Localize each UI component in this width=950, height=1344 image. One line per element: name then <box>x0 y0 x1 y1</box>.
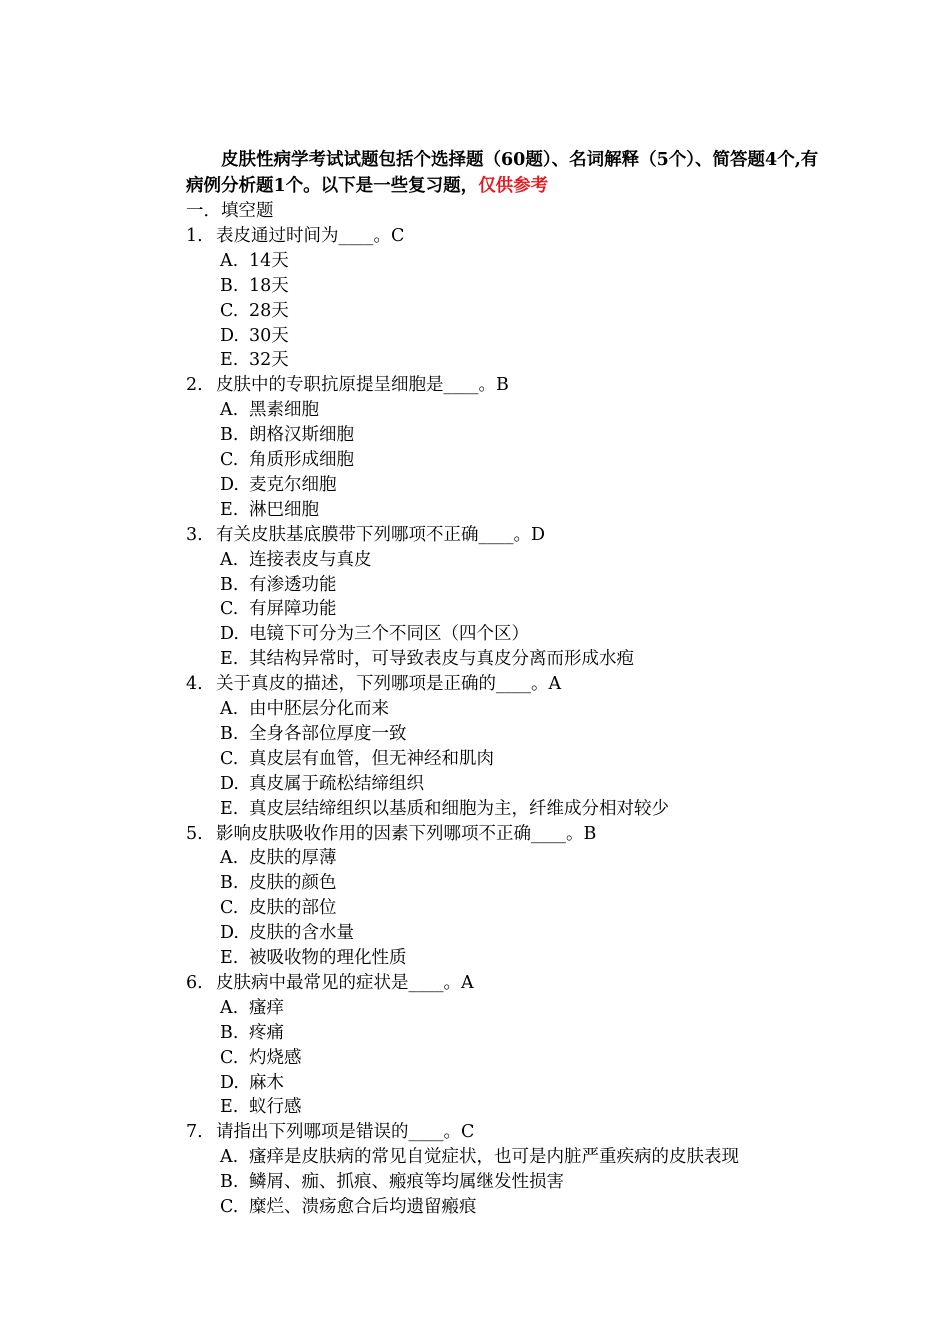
option-text: 淋巴细胞 <box>249 499 319 520</box>
option-letter: E. <box>220 649 239 670</box>
option-text: 18天 <box>249 275 289 296</box>
option-text: 全身各部位厚度一致 <box>249 723 407 744</box>
option-letter: E. <box>220 499 239 520</box>
option-letter: B. <box>220 723 239 744</box>
option-letter: C. <box>220 1047 239 1068</box>
option-letter: C. <box>220 450 239 470</box>
option-letter: E. <box>220 948 239 968</box>
option-letter: B. <box>220 1172 239 1193</box>
option-text: 蚁行感 <box>249 1097 302 1118</box>
option-text: 14天 <box>249 250 289 271</box>
option-text: 真皮层结缔组织以基质和细胞为主，纤维成分相对较少 <box>249 798 669 819</box>
option-letter: E. <box>220 350 239 371</box>
question-text: 请指出下列哪项是错误的____。C <box>216 1122 475 1143</box>
option-text: 皮肤的含水量 <box>249 923 354 944</box>
intro-paragraph <box>186 147 826 199</box>
option-text: 疼痛 <box>249 1022 284 1043</box>
option-letter: D. <box>220 1072 239 1093</box>
option-letter: D. <box>220 773 239 794</box>
option-text: 鳞屑、痂、抓痕、瘢痕等均属继发性损害 <box>249 1172 564 1193</box>
option-letter: A. <box>220 400 239 421</box>
option-text: 电镜下可分为三个不同区（四个区） <box>249 624 529 645</box>
option-text: 皮肤的厚薄 <box>249 848 337 869</box>
question-text: 关于真皮的描述，下列哪项是正确的____。A <box>216 674 562 695</box>
option-letter: E. <box>220 798 239 819</box>
option-letter: D. <box>220 474 239 495</box>
question-text: 影响皮肤吸收作用的因素下列哪项不正确____。B <box>216 823 597 844</box>
option-text: 被吸收物的理化性质 <box>249 948 407 968</box>
option-text: 32天 <box>249 350 289 371</box>
option-text: 有渗透功能 <box>249 574 337 595</box>
option-letter: B. <box>220 1022 239 1043</box>
intro-highlight: 仅供参考 <box>478 176 549 196</box>
question-text: 皮肤中的专职抗原提呈细胞是____。B <box>216 375 509 396</box>
question-text: 有关皮肤基底膜带下列哪项不正确____。D <box>216 524 546 545</box>
option-letter: A. <box>220 997 239 1018</box>
option-text: 28天 <box>249 300 289 321</box>
option-text: 真皮属于疏松结缔组织 <box>249 773 424 794</box>
question-number: 1. <box>186 225 203 246</box>
option-letter: E. <box>220 1097 239 1118</box>
option-text: 其结构异常时，可导致表皮与真皮分离而形成水疱 <box>249 649 634 670</box>
question-text: 皮肤病中最常见的症状是____。A <box>216 972 474 993</box>
option-text: 30天 <box>249 325 289 346</box>
option-letter: B. <box>220 425 239 446</box>
option-letter: C. <box>220 748 239 769</box>
option-text: 麻木 <box>249 1072 284 1093</box>
option-letter: C. <box>220 599 239 620</box>
option-text: 皮肤的颜色 <box>249 873 337 894</box>
option-text: 灼烧感 <box>249 1047 302 1068</box>
option-text: 有屏障功能 <box>249 599 337 620</box>
option-letter: A. <box>220 848 239 869</box>
option-letter: B. <box>220 873 239 894</box>
option-letter: D. <box>220 923 239 944</box>
option-letter: C. <box>220 300 239 321</box>
question-number: 2. <box>186 375 203 396</box>
question-number: 7. <box>186 1122 203 1143</box>
option-text: 真皮层有血管，但无神经和肌肉 <box>249 748 494 769</box>
option-text: 皮肤的部位 <box>249 898 337 919</box>
option-letter: D. <box>220 624 239 645</box>
option-letter: A. <box>220 699 239 719</box>
option-letter: A. <box>220 1147 239 1168</box>
option-letter: D. <box>220 325 239 346</box>
option-text: 黑素细胞 <box>249 400 319 421</box>
option-text: 糜烂、溃疡愈合后均遗留瘢痕 <box>249 1197 477 1217</box>
option-text: 朗格汉斯细胞 <box>249 425 354 446</box>
intro-text: 皮肤性病学考试试题包括个选择题（60题）、名词解释（5个）、简答题4个,有病例分析题1个。以下是一些复习题， <box>186 150 819 196</box>
question-number: 3. <box>186 524 203 545</box>
option-letter: B. <box>220 574 239 595</box>
section-title: 一．填空题 <box>186 201 274 221</box>
option-letter: A. <box>220 549 239 570</box>
option-text: 角质形成细胞 <box>249 450 354 470</box>
option-text: 麦克尔细胞 <box>249 474 337 495</box>
option-text: 瘙痒 <box>249 997 284 1018</box>
option-letter: A. <box>220 250 239 271</box>
option-letter: C. <box>220 898 239 919</box>
option-text: 瘙痒是皮肤病的常见自觉症状，也可是内脏严重疾病的皮肤表现 <box>249 1147 739 1168</box>
question-number: 5. <box>186 823 203 844</box>
question-number: 6. <box>186 972 203 993</box>
option-letter: B. <box>220 275 239 296</box>
option-text: 由中胚层分化而来 <box>249 699 389 719</box>
option-letter: C. <box>220 1197 239 1217</box>
question-number: 4. <box>186 674 203 695</box>
question-text: 表皮通过时间为____。C <box>216 225 405 246</box>
option-text: 连接表皮与真皮 <box>249 549 372 570</box>
